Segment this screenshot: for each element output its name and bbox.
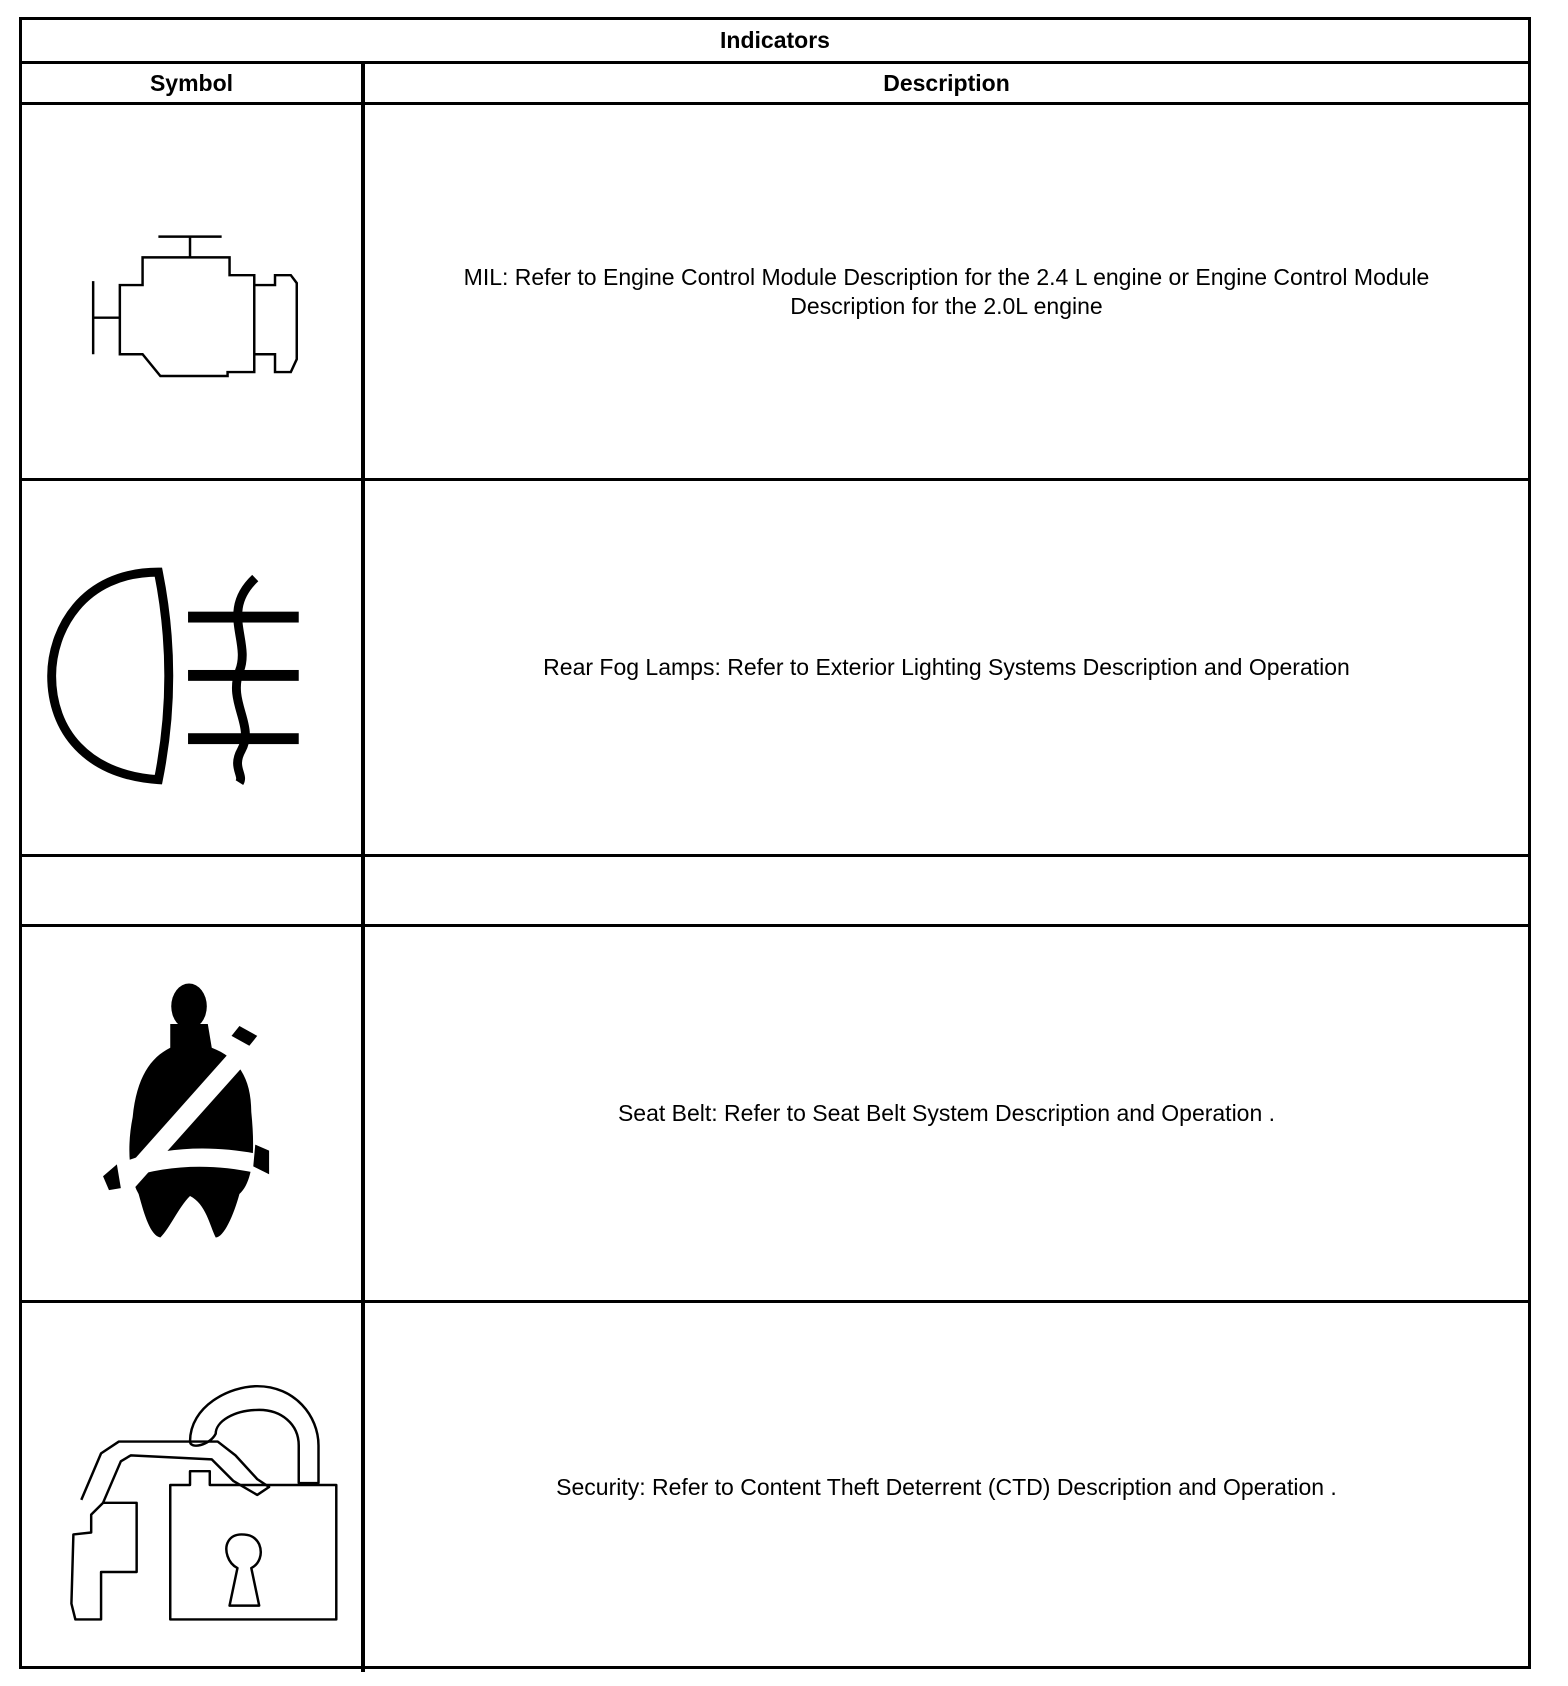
table-header-row xyxy=(22,64,1528,105)
table-row xyxy=(22,857,1528,927)
symbol-cell xyxy=(22,1303,365,1672)
symbol-cell xyxy=(22,105,365,478)
security-lock-icon xyxy=(22,1305,361,1671)
symbol-cell xyxy=(22,857,365,924)
symbol-column-header: Symbol xyxy=(22,64,365,102)
table-row xyxy=(22,105,1528,481)
table-row xyxy=(22,927,1528,1303)
table-title: Indicators xyxy=(720,27,830,53)
indicators-table xyxy=(19,17,1531,1669)
table-row xyxy=(22,481,1528,857)
seat-belt-icon xyxy=(22,927,361,1300)
rear-fog-lamp-icon xyxy=(22,481,361,854)
description-column-header: Description xyxy=(883,69,1010,96)
symbol-cell xyxy=(22,927,365,1300)
description-cell: Seat Belt: Refer to Seat Belt System Description and Operation . xyxy=(617,1100,1276,1126)
description-cell xyxy=(365,857,1528,924)
description-cell: Rear Fog Lamps: Refer to Exterior Lighting Systems Description and Operation xyxy=(543,654,1350,680)
symbol-cell xyxy=(22,481,365,854)
table-title-row xyxy=(22,20,1528,64)
engine-icon xyxy=(22,105,361,478)
table-row xyxy=(22,1303,1528,1672)
description-cell: Security: Refer to Content Theft Deterrent (CTD) Description and Operation . xyxy=(556,1474,1337,1500)
description-cell: MIL: Refer to Engine Control Module Description for the 2.4 L engine or Engine Control Module Description for the 2.0L engine xyxy=(463,263,1430,319)
